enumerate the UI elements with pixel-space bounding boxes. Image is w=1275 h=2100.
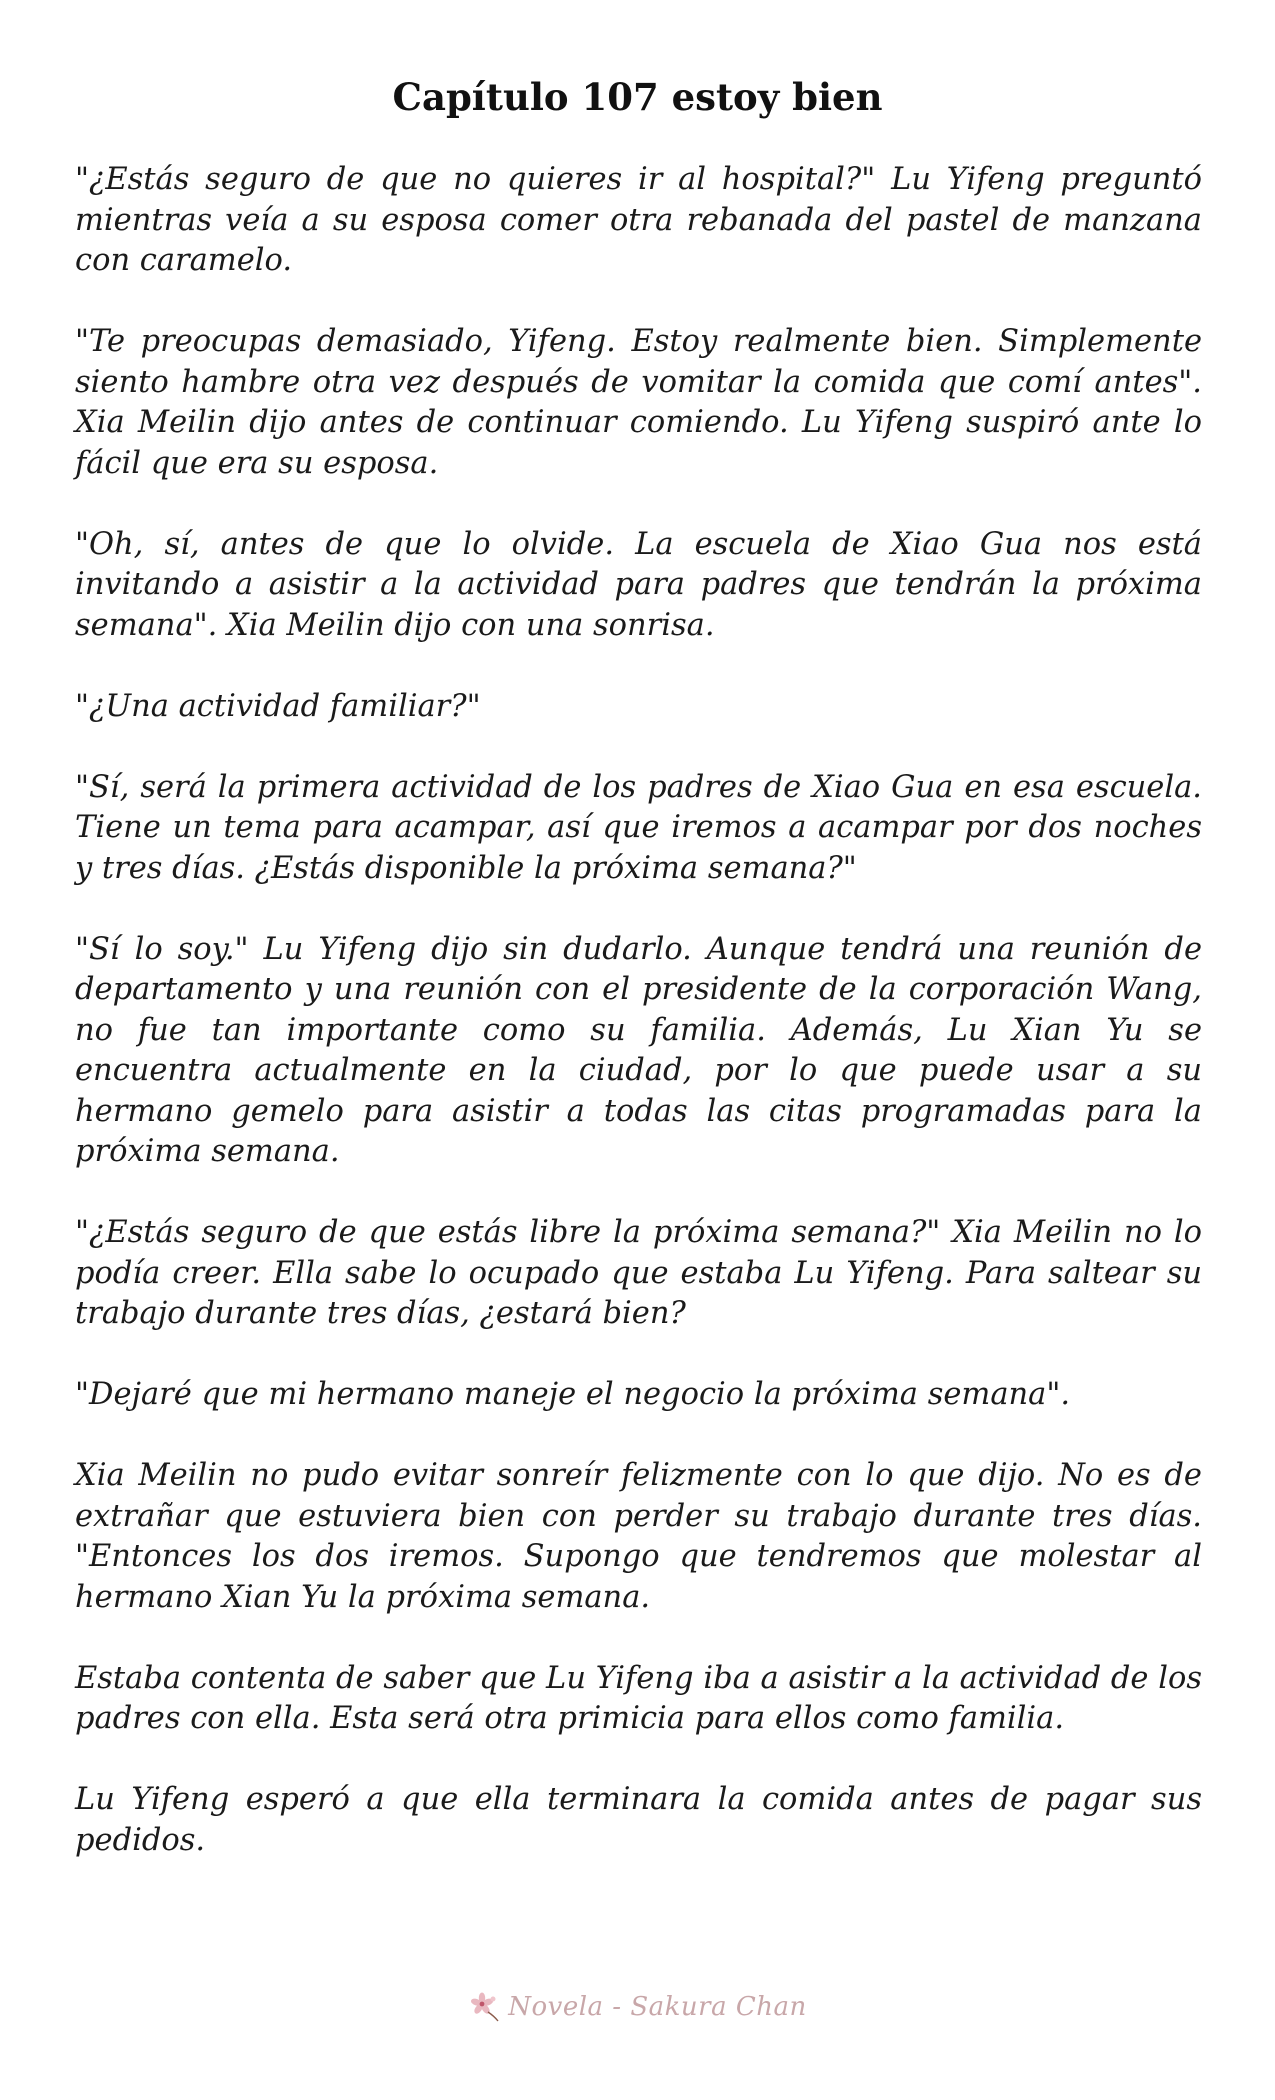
watermark-text: Novela - Sakura Chan [508, 1992, 807, 2022]
chapter-body [75, 160, 1202, 1902]
paragraph: "Sí, será la primera actividad de los padres de Xiao Gua en esa escuela. Tiene un tema para acampar, así que iremos a acampar por dos noches y tres días. ¿Estás disponible la próxima semana?" [75, 769, 1202, 886]
watermark [468, 1990, 807, 2024]
paragraph: Xia Meilin no pudo evitar sonreír felizmente con lo que dijo. No es de extrañar que estuviera bien con perder su trabajo durante tres días. "Entonces los dos iremos. Supongo que tendremos que molestar al hermano Xian Yu la próxima semana. [75, 1458, 1202, 1615]
sakura-flower-icon [468, 1990, 502, 2024]
paragraph: "¿Estás seguro de que no quieres ir al hospital?" Lu Yifeng preguntó mientras veía a su esposa comer otra rebanada del pastel de manzana con caramelo. [75, 162, 1202, 278]
footer-watermark [0, 1990, 1275, 2030]
paragraph: "Sí lo soy." Lu Yifeng dijo sin dudarlo. Aunque tendrá una reunión de departamento y una reunión con el presidente de la corporación Wang, no fue tan importante como su familia. Además, Lu Xian Yu se encuentra actualmente en la ciudad, por lo que puede usar a su hermano gemelo para asistir a todas las citas programadas para la próxima semana. [75, 931, 1202, 1169]
paragraph: "Dejaré que mi hermano maneje el negocio la próxima semana". [75, 1377, 1071, 1412]
paragraph: Lu Yifeng esperó a que ella terminara la comida antes de pagar sus pedidos. [75, 1782, 1202, 1858]
paragraph: "¿Una actividad familiar?" [75, 688, 481, 724]
paragraph: "Oh, sí, antes de que lo olvide. La escuela de Xiao Gua nos está invitando a asistir a la actividad para padres que tendrán la próxima semana". Xia Meilin dijo con una sonrisa. [75, 526, 1202, 643]
chapter-title: Capítulo 107 estoy bien [392, 75, 883, 119]
paragraph: "¿Estás seguro de que estás libre la próxima semana?" Xia Meilin no lo podía creer. Ella sabe lo ocupado que estaba Lu Yifeng. Para saltear su trabajo durante tres días, ¿estará bien? [75, 1215, 1202, 1331]
paragraph: Estaba contenta de saber que Lu Yifeng iba a asistir a la actividad de los padres con ella. Esta será otra primicia para ellos como familia. [75, 1660, 1202, 1736]
paragraph: "Te preocupas demasiado, Yifeng. Estoy realmente bien. Simplemente siento hambre otra vez después de vomitar la comida que comí antes". Xia Meilin dijo antes de continuar comiendo. Lu Yifeng suspiró ante lo fácil que era su esposa. [75, 324, 1202, 481]
